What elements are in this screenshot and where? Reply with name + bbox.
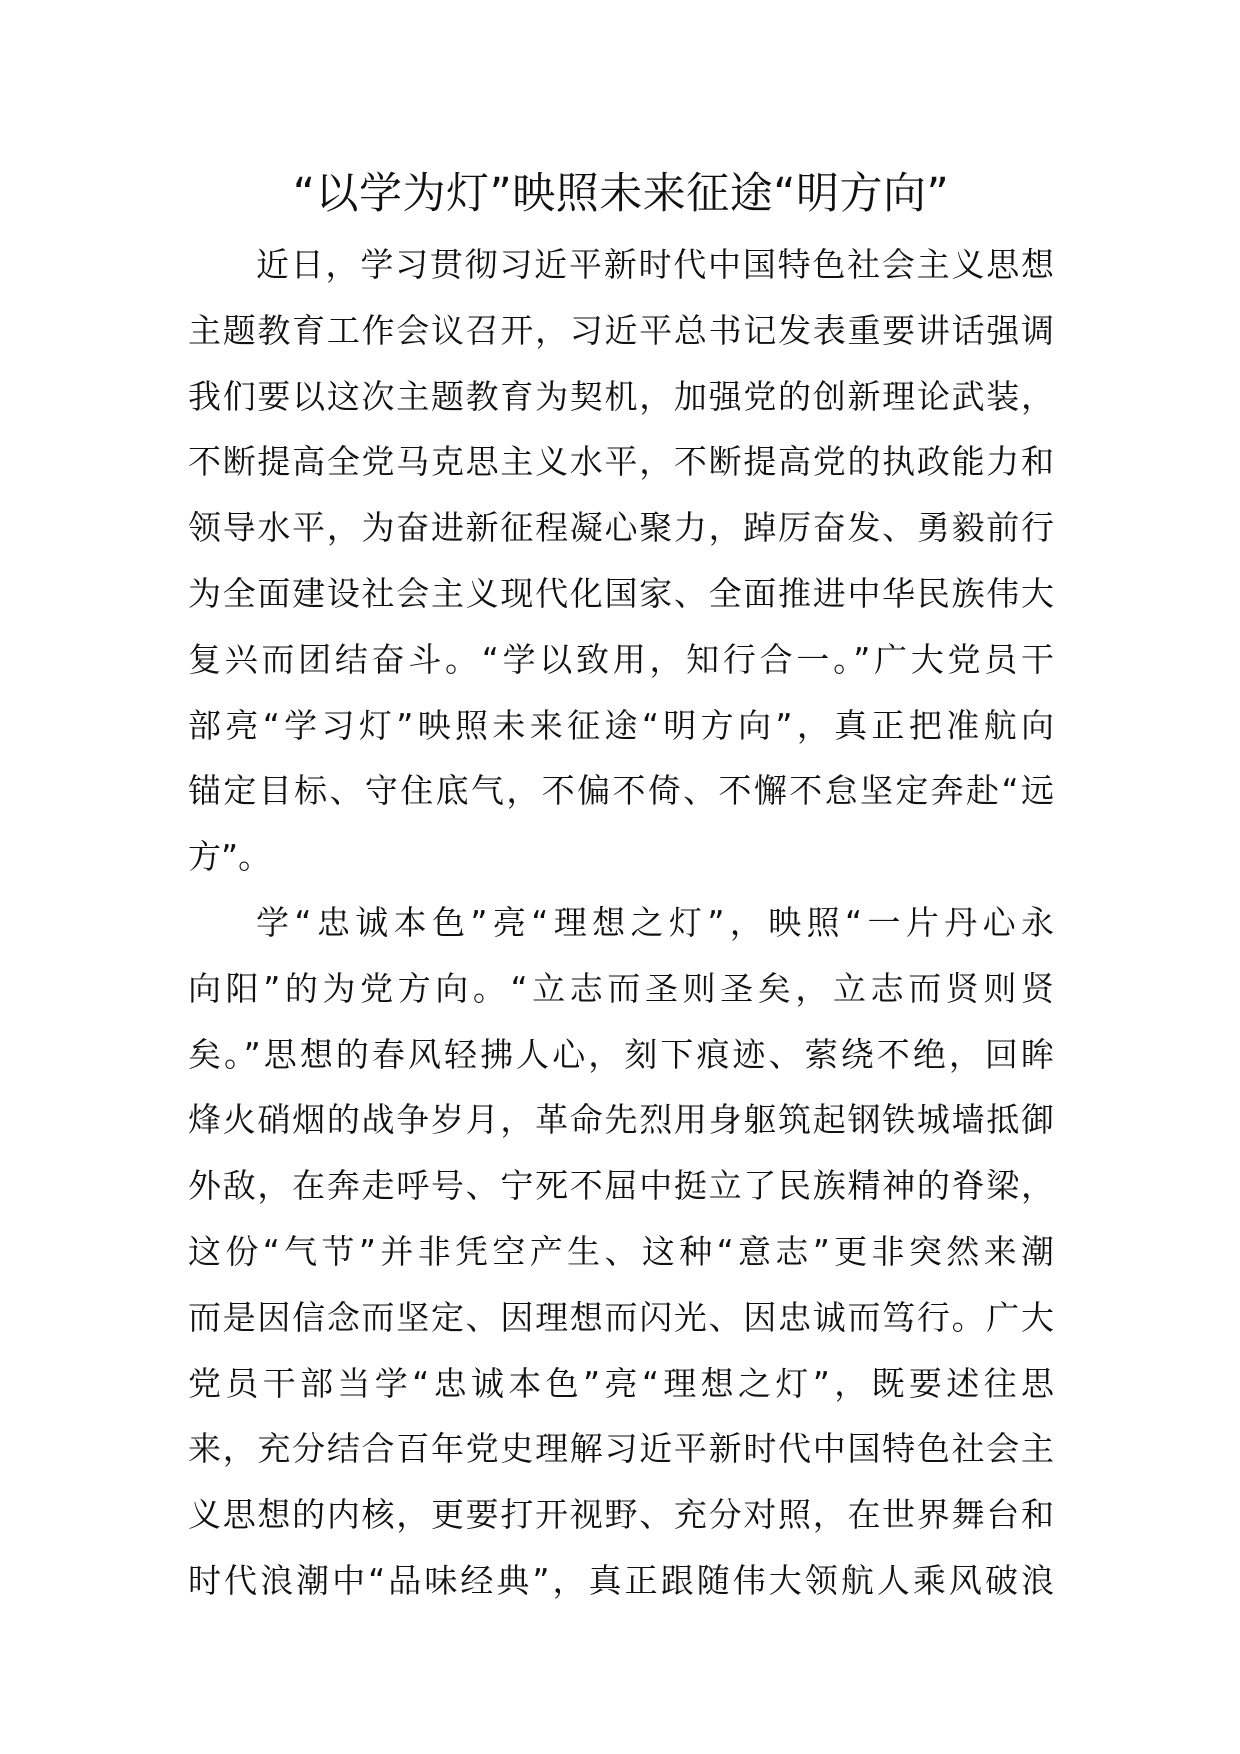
text-line: 烽火硝烟的战争岁月，革命先烈用身躯筑起钢铁城墙抵御	[188, 1100, 1054, 1140]
text-line: 这份“气节”并非凭空产生、这种“意志”更非突然来潮	[188, 1231, 1054, 1271]
text-line: 复兴而团结奋斗。“学以致用，知行合一。”广大党员干	[188, 639, 1054, 679]
text-line: 外敌，在奔走呼号、宁死不屈中挺立了民族精神的脊梁，	[188, 1166, 1054, 1206]
text-line: 来，充分结合百年党史理解习近平新时代中国特色社会主	[188, 1429, 1054, 1469]
text-line: 矣。”思想的春风轻拂人心，刻下痕迹、萦绕不绝，回眸	[188, 1034, 1054, 1074]
text-line: 而是因信念而坚定、因理想而闪光、因忠诚而笃行。广大	[188, 1297, 1054, 1337]
text-line: 党员干部当学“忠诚本色”亮“理想之灯”，既要述往思	[188, 1363, 1054, 1403]
text-line: 锚定目标、守住底气，不偏不倚、不懈不怠坚定奔赴“远	[188, 771, 1054, 811]
text-line: 近日，学习贯彻习近平新时代中国特色社会主义思想	[256, 245, 1054, 284]
text-line: 方”。	[188, 837, 272, 877]
text-line: 向阳”的为党方向。“立志而圣则圣矣，立志而贤则贤	[188, 968, 1054, 1008]
text-line: 主题教育工作会议召开，习近平总书记发表重要讲话强调	[188, 310, 1054, 350]
text-line: 为全面建设社会主义现代化国家、全面推进中华民族伟大	[188, 573, 1054, 613]
document-title: “以学为灯”映照未来征途“明方向”	[292, 169, 950, 219]
text-line: 义思想的内核，更要打开视野、充分对照，在世界舞台和	[188, 1495, 1054, 1535]
paragraph-2	[188, 890, 1054, 1614]
text-line: 我们要以这次主题教育为契机，加强党的创新理论武装，	[188, 376, 1054, 416]
text-line: 部亮“学习灯”映照未来征途“明方向”，真正把准航向	[188, 705, 1054, 745]
text-line: 学“忠诚本色”亮“理想之灯”，映照“一片丹心永	[256, 902, 1054, 942]
text-line: 不断提高全党马克思主义水平，不断提高党的执政能力和	[188, 442, 1054, 482]
document-body	[188, 232, 1054, 1614]
text-line: 时代浪潮中“品味经典”，真正跟随伟大领航人乘风破浪	[188, 1560, 1054, 1600]
paragraph-1	[188, 232, 1054, 890]
text-line: 领导水平，为奋进新征程凝心聚力，踔厉奋发、勇毅前行	[188, 508, 1054, 548]
